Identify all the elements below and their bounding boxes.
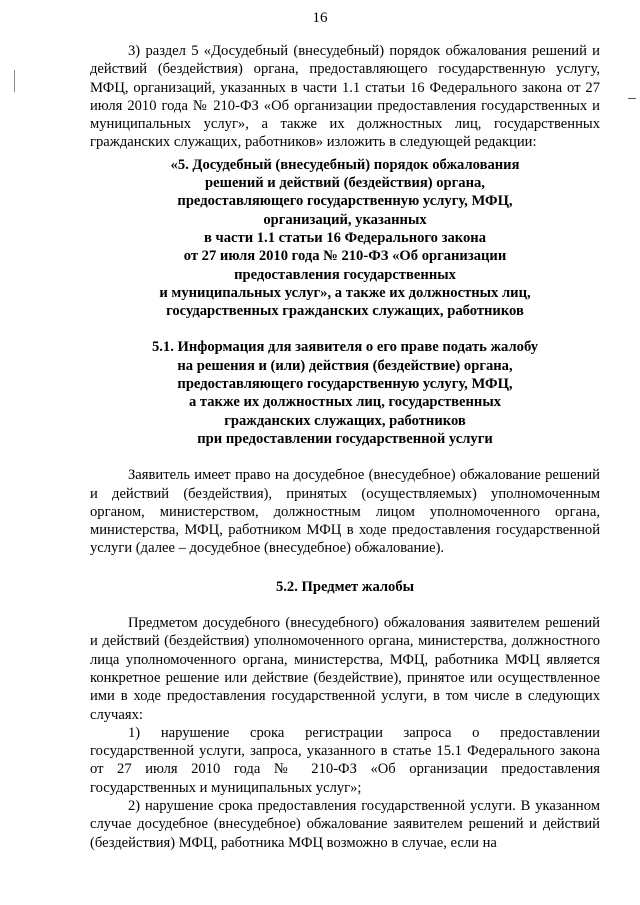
subsection-title-line: а также их должностных лиц, государственных — [188, 394, 502, 411]
section-title-line: предоставляющего государственную услугу, МФЦ, — [177, 193, 513, 210]
list-item-2: 2) нарушение срока предоставления государственной услуги. В указанном случае досудебное (внесудебное) обжалование заявителем решений и действий (бездействия) МФЦ, работника МФЦ возможно в случае, если на — [90, 797, 600, 851]
subsection-title-line: предоставляющего государственную услугу, МФЦ, — [177, 376, 513, 393]
section-title-line: в части 1.1 статьи 16 Федерального закона — [204, 229, 486, 246]
section-title-line: от 27 июля 2010 года № 210-ФЗ «Об организации — [183, 248, 507, 265]
intro-paragraph: 3) раздел 5 «Досудебный (внесудебный) порядок обжалования решений и действий (бездействия) органа, предоставляющего государственную услугу, МФЦ, организаций, указанных в части 1.1 статьи 16 Федерального закона от 27 июля 2010 года № 210-ФЗ «Об организации предоставления государственных и муниципальных услуг», а также их должностных лиц, государственных гражданских служащих, работников» изложить в следующей редакции: — [90, 43, 600, 151]
section-title-line: государственных гражданских служащих, работников — [166, 303, 524, 320]
subsection-title-line: на решения и (или) действия (бездействие) органа, — [177, 357, 513, 374]
subsection-title-line: гражданских служащих, работников — [224, 412, 466, 429]
section-5-title — [90, 156, 600, 321]
subsection-5-2-title: 5.2. Предмет жалобы — [275, 578, 415, 595]
paragraph-5-2: Предметом досудебного (внесудебного) обжалования заявителем решений и действий (бездействия) уполномоченного органа, министерства, должностного лица уполномоченного органа, министерства, МФЦ, работника МФЦ является конкретное решение или действие (бездействие), принятое или осуществленное ими в ходе предоставления государственной услуги, в том числе в следующих случаях: — [90, 615, 600, 723]
margin-mark — [628, 98, 636, 99]
paragraph-5-1: Заявитель имеет право на досудебное (внесудебное) обжалование решений и действий (бездействия), принятых (осуществляемых) уполномоченным органом, министерством, должностным лицом уполномоченного органа, министерства, МФЦ, работником МФЦ в ходе предоставления государственной услуги (далее – досудебное (внесудебное) обжалование). — [90, 467, 600, 557]
section-title-line: и муниципальных услуг», а также их должностных лиц, — [159, 284, 531, 301]
subsection-title-line: при предоставлении государственной услуги — [197, 430, 493, 447]
list-item-1: 1) нарушение срока регистрации запроса о предоставлении государственной услуги, запроса, указанного в статье 15.1 Федерального закона от 27 июля 2010 года № 210-ФЗ «Об организации предоставления государственных и муниципальных услуг»; — [90, 724, 600, 796]
section-title-line: «5. Досудебный (внесудебный) порядок обжалования — [170, 156, 520, 173]
subsection-title-line: 5.1. Информация для заявителя о его праве подать жалобу — [151, 339, 539, 356]
margin-mark — [14, 70, 15, 92]
section-title-line: предоставления государственных — [234, 266, 456, 283]
page-number: 16 — [312, 10, 328, 26]
section-title-line: организаций, указанных — [263, 211, 427, 228]
subsection-5-1-title — [90, 338, 600, 448]
document-body — [90, 42, 600, 852]
section-title-line: решений и действий (бездействия) органа, — [205, 175, 485, 192]
